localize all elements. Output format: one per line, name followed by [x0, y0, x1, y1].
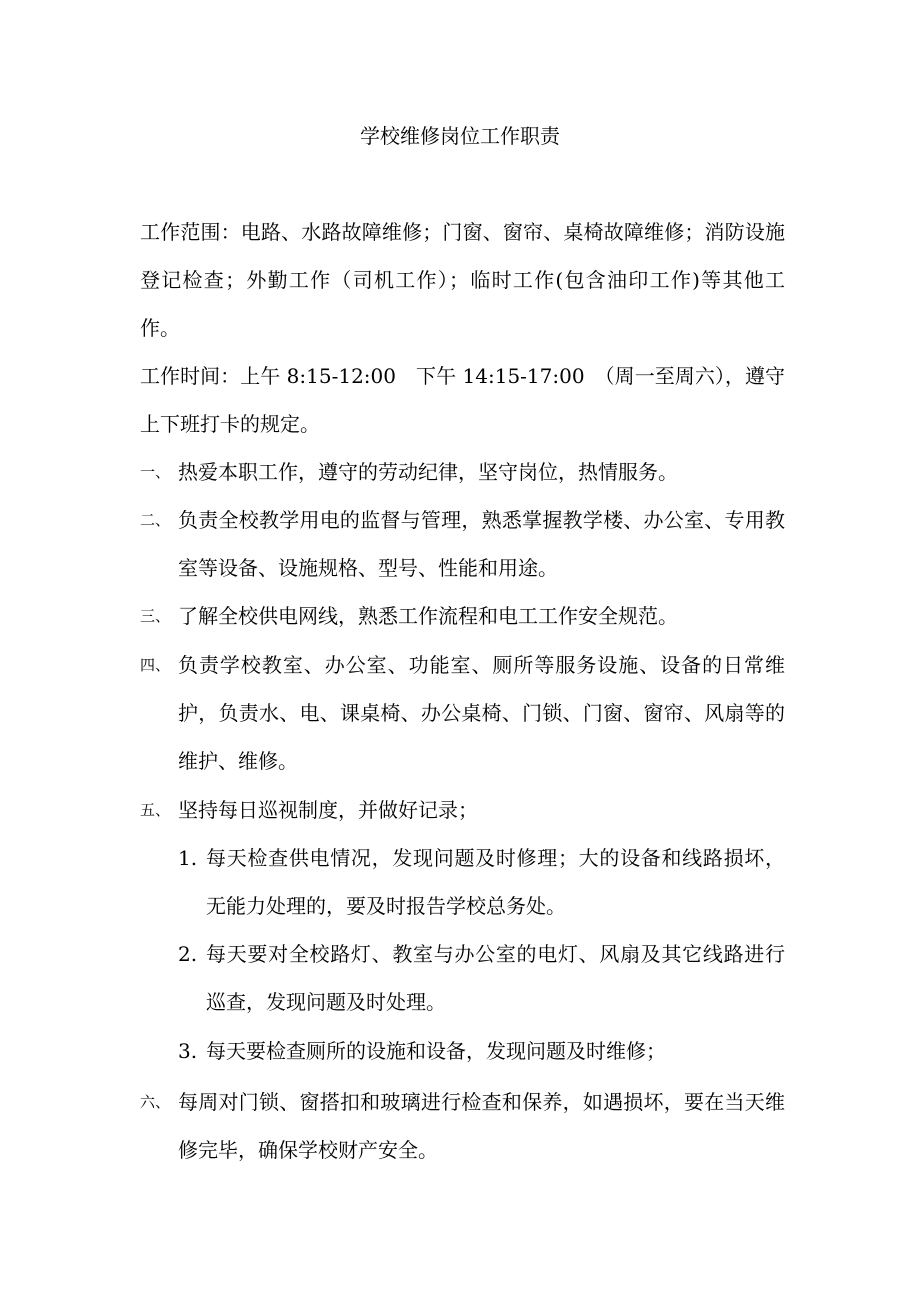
duty-item-text: 每周对门锁、窗搭扣和玻璃进行检查和保养，如遇损坏，要在当天维修完毕，确保学校财产安全。	[178, 1090, 785, 1162]
subitem-marker: 3.	[178, 1039, 198, 1063]
subitem-marker: 2.	[178, 942, 198, 966]
work-hours-paragraph: 工作时间：上午 8:15-12:00 下午 14:15-17:00 （周一至周六），遵守上下班打卡的规定。	[140, 364, 785, 436]
duty-item-marker: 一、	[140, 463, 171, 481]
duty-item-text: 负责学校教室、办公室、功能室、厕所等服务设施、设备的日常维护，负责水、电、课桌椅、办公桌椅、门锁、门窗、窗帘、风扇等的维护、维修。	[178, 653, 785, 773]
duty-item-marker: 三、	[140, 607, 171, 625]
duty-item-marker: 四、	[140, 656, 171, 674]
duty-item-marker: 二、	[140, 511, 171, 529]
duty-item-text: 了解全校供电网线，熟悉工作流程和电工工作安全规范。	[178, 604, 678, 628]
duty-item-marker: 五、	[140, 801, 171, 819]
duty-item-text: 负责全校教学用电的监督与管理，熟悉掌握教学楼、办公室、专用教室等设备、设施规格、型号、性能和用途。	[178, 508, 785, 580]
work-scope-paragraph: 工作范围：电路、水路故障维修；门窗、窗帘、桌椅故障维修；消防设施登记检查；外勤工作（司机工作）；临时工作(包含油印工作)等其他工作。	[140, 220, 785, 340]
subitem-text: 每天检查供电情况，发现问题及时修理；大的设备和线路损坏，无能力处理的，要及时报告学校总务处。	[206, 846, 785, 918]
duty-item-text: 坚持每日巡视制度，并做好记录；	[178, 798, 478, 822]
subitem-text: 每天要对全校路灯、教室与办公室的电灯、风扇及其它线路进行巡查，发现问题及时处理。	[206, 942, 785, 1014]
duty-item-text: 热爱本职工作，遵守的劳动纪律，坚守岗位，热情服务。	[178, 460, 678, 484]
subitem-marker: 1.	[178, 846, 198, 870]
document-title: 学校维修岗位工作职责	[360, 124, 560, 148]
subitem-text: 每天要检查厕所的设施和设备，发现问题及时维修；	[206, 1039, 666, 1063]
duty-item-marker: 六、	[140, 1093, 171, 1111]
